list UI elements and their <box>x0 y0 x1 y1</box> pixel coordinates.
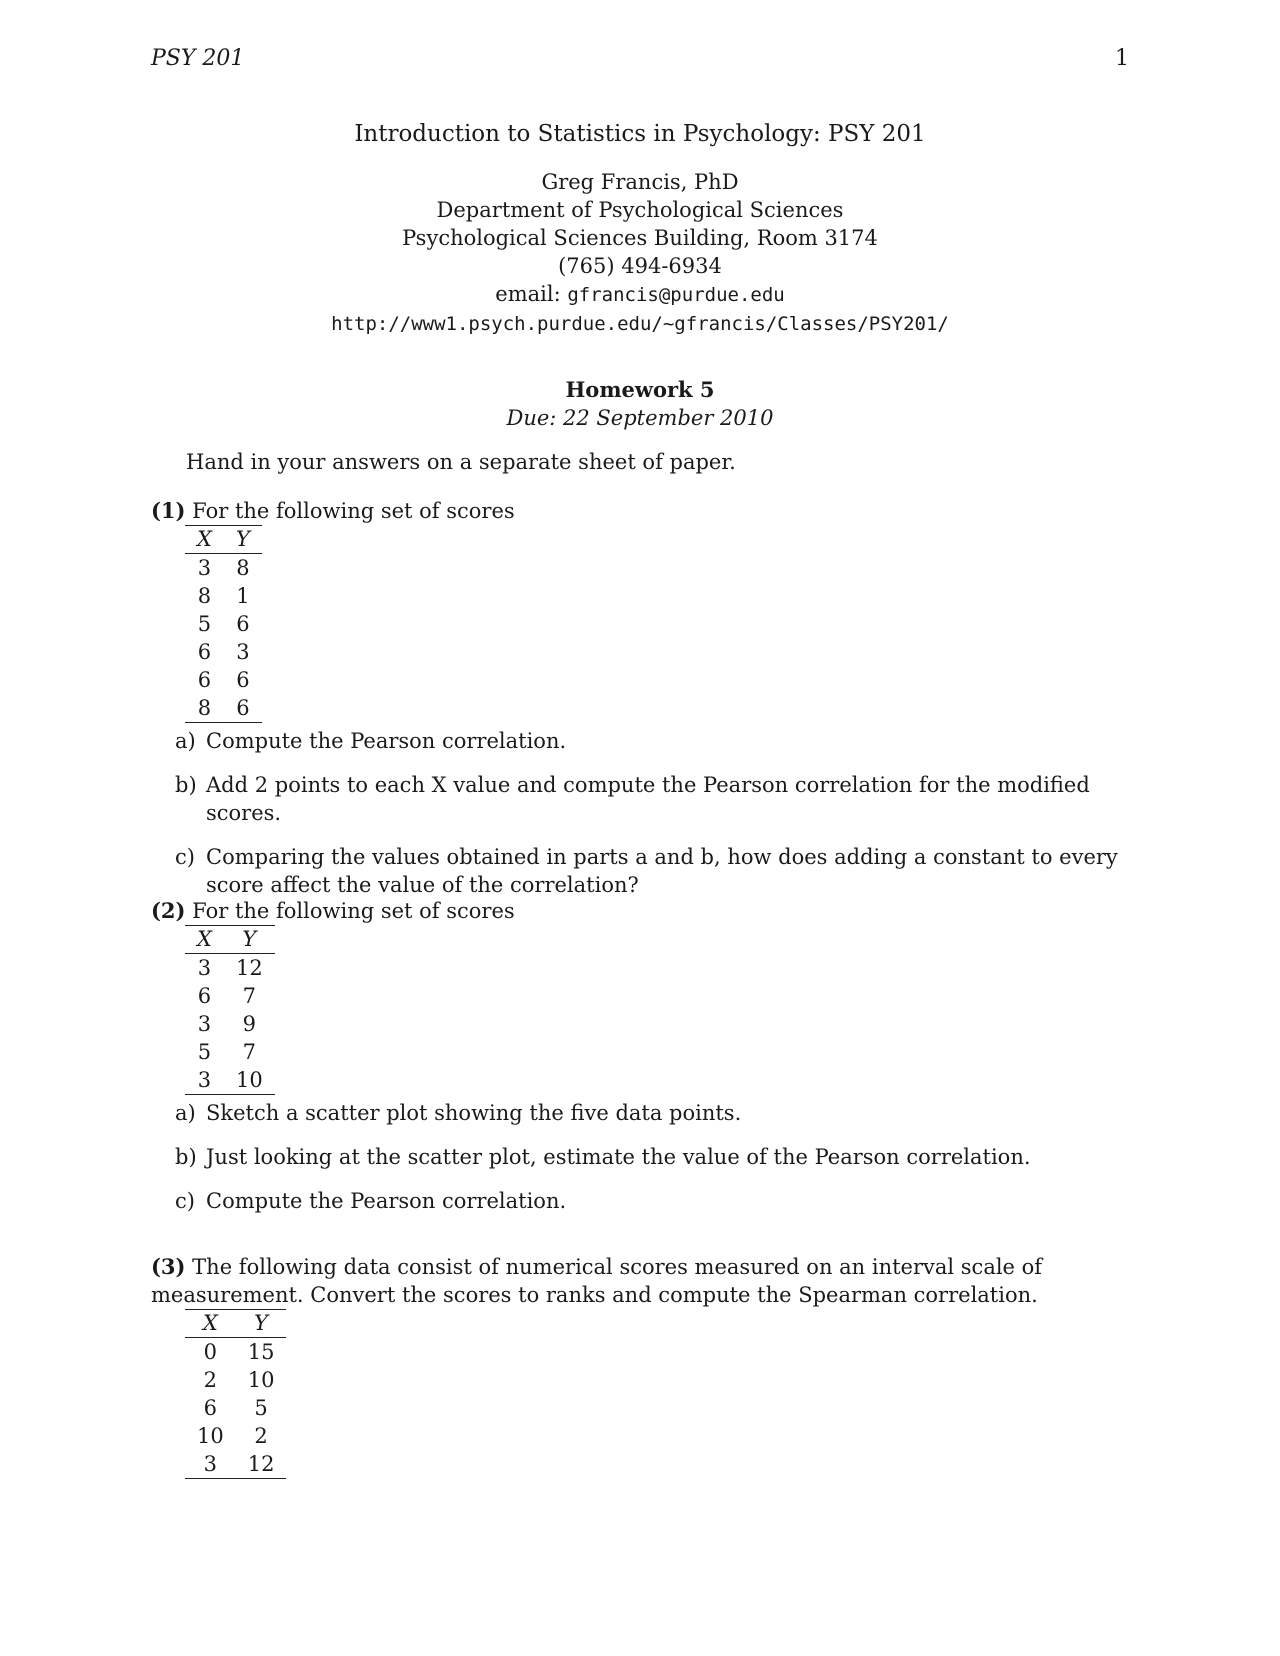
table-row <box>185 1038 275 1066</box>
email-label: email: <box>495 282 561 306</box>
part-text: Compute the Pearson correlation. <box>206 729 567 753</box>
column-header-x: X <box>185 1310 236 1338</box>
table-header-row <box>185 1310 286 1338</box>
problem-part <box>175 771 1131 827</box>
score-y: 6 <box>236 668 250 692</box>
column-header-y: Y <box>224 526 262 554</box>
problem-part <box>175 727 1131 755</box>
column-header-y: Y <box>224 926 275 954</box>
score-x: 6 <box>197 984 212 1008</box>
table-header-row <box>185 926 275 954</box>
score-x: 3 <box>197 556 212 580</box>
table-row <box>185 554 262 583</box>
score-x: 3 <box>197 1012 212 1036</box>
score-x: 6 <box>197 668 212 692</box>
scores-table <box>185 1309 286 1479</box>
title-block <box>0 120 1280 338</box>
score-x: 6 <box>197 640 212 664</box>
running-head: PSY 201 <box>151 46 245 71</box>
problem-part <box>175 1099 1131 1127</box>
problem-2 <box>151 897 1131 1231</box>
score-y: 7 <box>242 984 256 1008</box>
column-header-x: X <box>185 526 224 554</box>
email-address[interactable]: gfrancis@purdue.edu <box>567 284 785 306</box>
part-text: Comparing the values obtained in parts a and b, how does adding a constant to every score affect the value of the correlation? <box>206 845 1118 897</box>
table-row <box>185 1422 286 1450</box>
score-y: 7 <box>242 1040 256 1064</box>
score-x: 5 <box>197 612 212 636</box>
score-x: 3 <box>197 956 212 980</box>
problem-part <box>175 1187 1131 1215</box>
problem-prompt <box>151 1253 1131 1309</box>
part-text: Compute the Pearson correlation. <box>206 1189 567 1213</box>
part-label: b) <box>175 773 197 797</box>
score-x: 10 <box>197 1424 224 1448</box>
score-y: 2 <box>254 1424 268 1448</box>
homework-heading <box>0 376 1280 432</box>
column-header-x: X <box>185 926 224 954</box>
problem-text: For the following set of scores <box>192 899 515 923</box>
score-y: 9 <box>242 1012 256 1036</box>
homework-title: Homework 5 <box>565 377 715 402</box>
table-row <box>185 1394 286 1422</box>
score-y: 1 <box>236 584 250 608</box>
score-y: 10 <box>247 1368 275 1392</box>
problem-text: The following data consist of numerical scores measured on an interval scale of measurement. Convert the scores to ranks and compute the Spearman correlation. <box>151 1255 1043 1307</box>
homework-due-date: Due: 22 September 2010 <box>506 406 774 430</box>
problem-part <box>175 843 1131 899</box>
problem-1 <box>151 497 1131 915</box>
problem-parts <box>175 1099 1131 1215</box>
department: Department of Psychological Sciences <box>436 198 844 222</box>
part-text: Just looking at the scatter plot, estimate the value of the Pearson correlation. <box>206 1145 1031 1169</box>
part-label: c) <box>175 1189 195 1213</box>
score-x: 5 <box>197 1040 212 1064</box>
problem-number: (3) <box>151 1254 186 1279</box>
table-row <box>185 982 275 1010</box>
table-row <box>185 1450 286 1479</box>
table-row <box>185 954 275 983</box>
problem-text: For the following set of scores <box>192 499 515 523</box>
problem-part <box>175 1143 1131 1171</box>
part-label: a) <box>175 729 196 753</box>
score-y: 12 <box>236 1450 287 1479</box>
page-number: 1 <box>1115 46 1129 71</box>
column-header-y: Y <box>236 1310 287 1338</box>
score-y: 6 <box>224 694 262 723</box>
score-y: 3 <box>236 640 250 664</box>
part-text: Add 2 points to each X value and compute the Pearson correlation for the modified scores. <box>206 773 1090 825</box>
score-y: 8 <box>236 556 250 580</box>
scores-table <box>185 525 262 723</box>
part-label: b) <box>175 1145 197 1169</box>
table-row <box>185 1066 275 1095</box>
score-y: 6 <box>236 612 250 636</box>
problem-prompt <box>151 897 1131 925</box>
score-x: 6 <box>203 1396 218 1420</box>
table-header-row <box>185 526 262 554</box>
course-title: Introduction to Statistics in Psychology: PSY 201 <box>354 121 926 147</box>
instructor-name: Greg Francis, PhD <box>541 170 739 194</box>
problem-number: (2) <box>151 898 186 923</box>
instructions: Hand in your answers on a separate sheet of paper. <box>186 450 736 474</box>
table-row <box>185 666 262 694</box>
table-row <box>185 1338 286 1367</box>
score-y: 15 <box>247 1340 275 1364</box>
table-row <box>185 1366 286 1394</box>
problem-3 <box>151 1253 1131 1479</box>
table-row <box>185 1010 275 1038</box>
table-row <box>185 582 262 610</box>
email-line <box>0 280 1280 309</box>
problem-prompt <box>151 497 1131 525</box>
score-x: 8 <box>197 584 212 608</box>
score-x: 8 <box>185 694 224 723</box>
score-x: 0 <box>203 1340 218 1364</box>
table-row <box>185 610 262 638</box>
phone-number: (765) 494-6934 <box>558 254 722 278</box>
score-y: 10 <box>224 1066 275 1095</box>
course-url[interactable]: http://www1.psych.purdue.edu/~gfrancis/Classes/PSY201/ <box>331 313 949 335</box>
score-x: 2 <box>203 1368 218 1392</box>
part-text: Sketch a scatter plot showing the five data points. <box>206 1101 742 1125</box>
part-label: a) <box>175 1101 196 1125</box>
score-y: 5 <box>254 1396 268 1420</box>
part-label: c) <box>175 845 195 869</box>
score-x: 3 <box>185 1066 224 1095</box>
score-y: 12 <box>235 956 263 980</box>
office-location: Psychological Sciences Building, Room 3174 <box>402 226 878 250</box>
problem-parts <box>175 727 1131 899</box>
table-row <box>185 638 262 666</box>
table-row <box>185 694 262 723</box>
scores-table <box>185 925 275 1095</box>
course-url-line <box>0 309 1280 338</box>
score-x: 3 <box>185 1450 236 1479</box>
problem-number: (1) <box>151 498 186 523</box>
